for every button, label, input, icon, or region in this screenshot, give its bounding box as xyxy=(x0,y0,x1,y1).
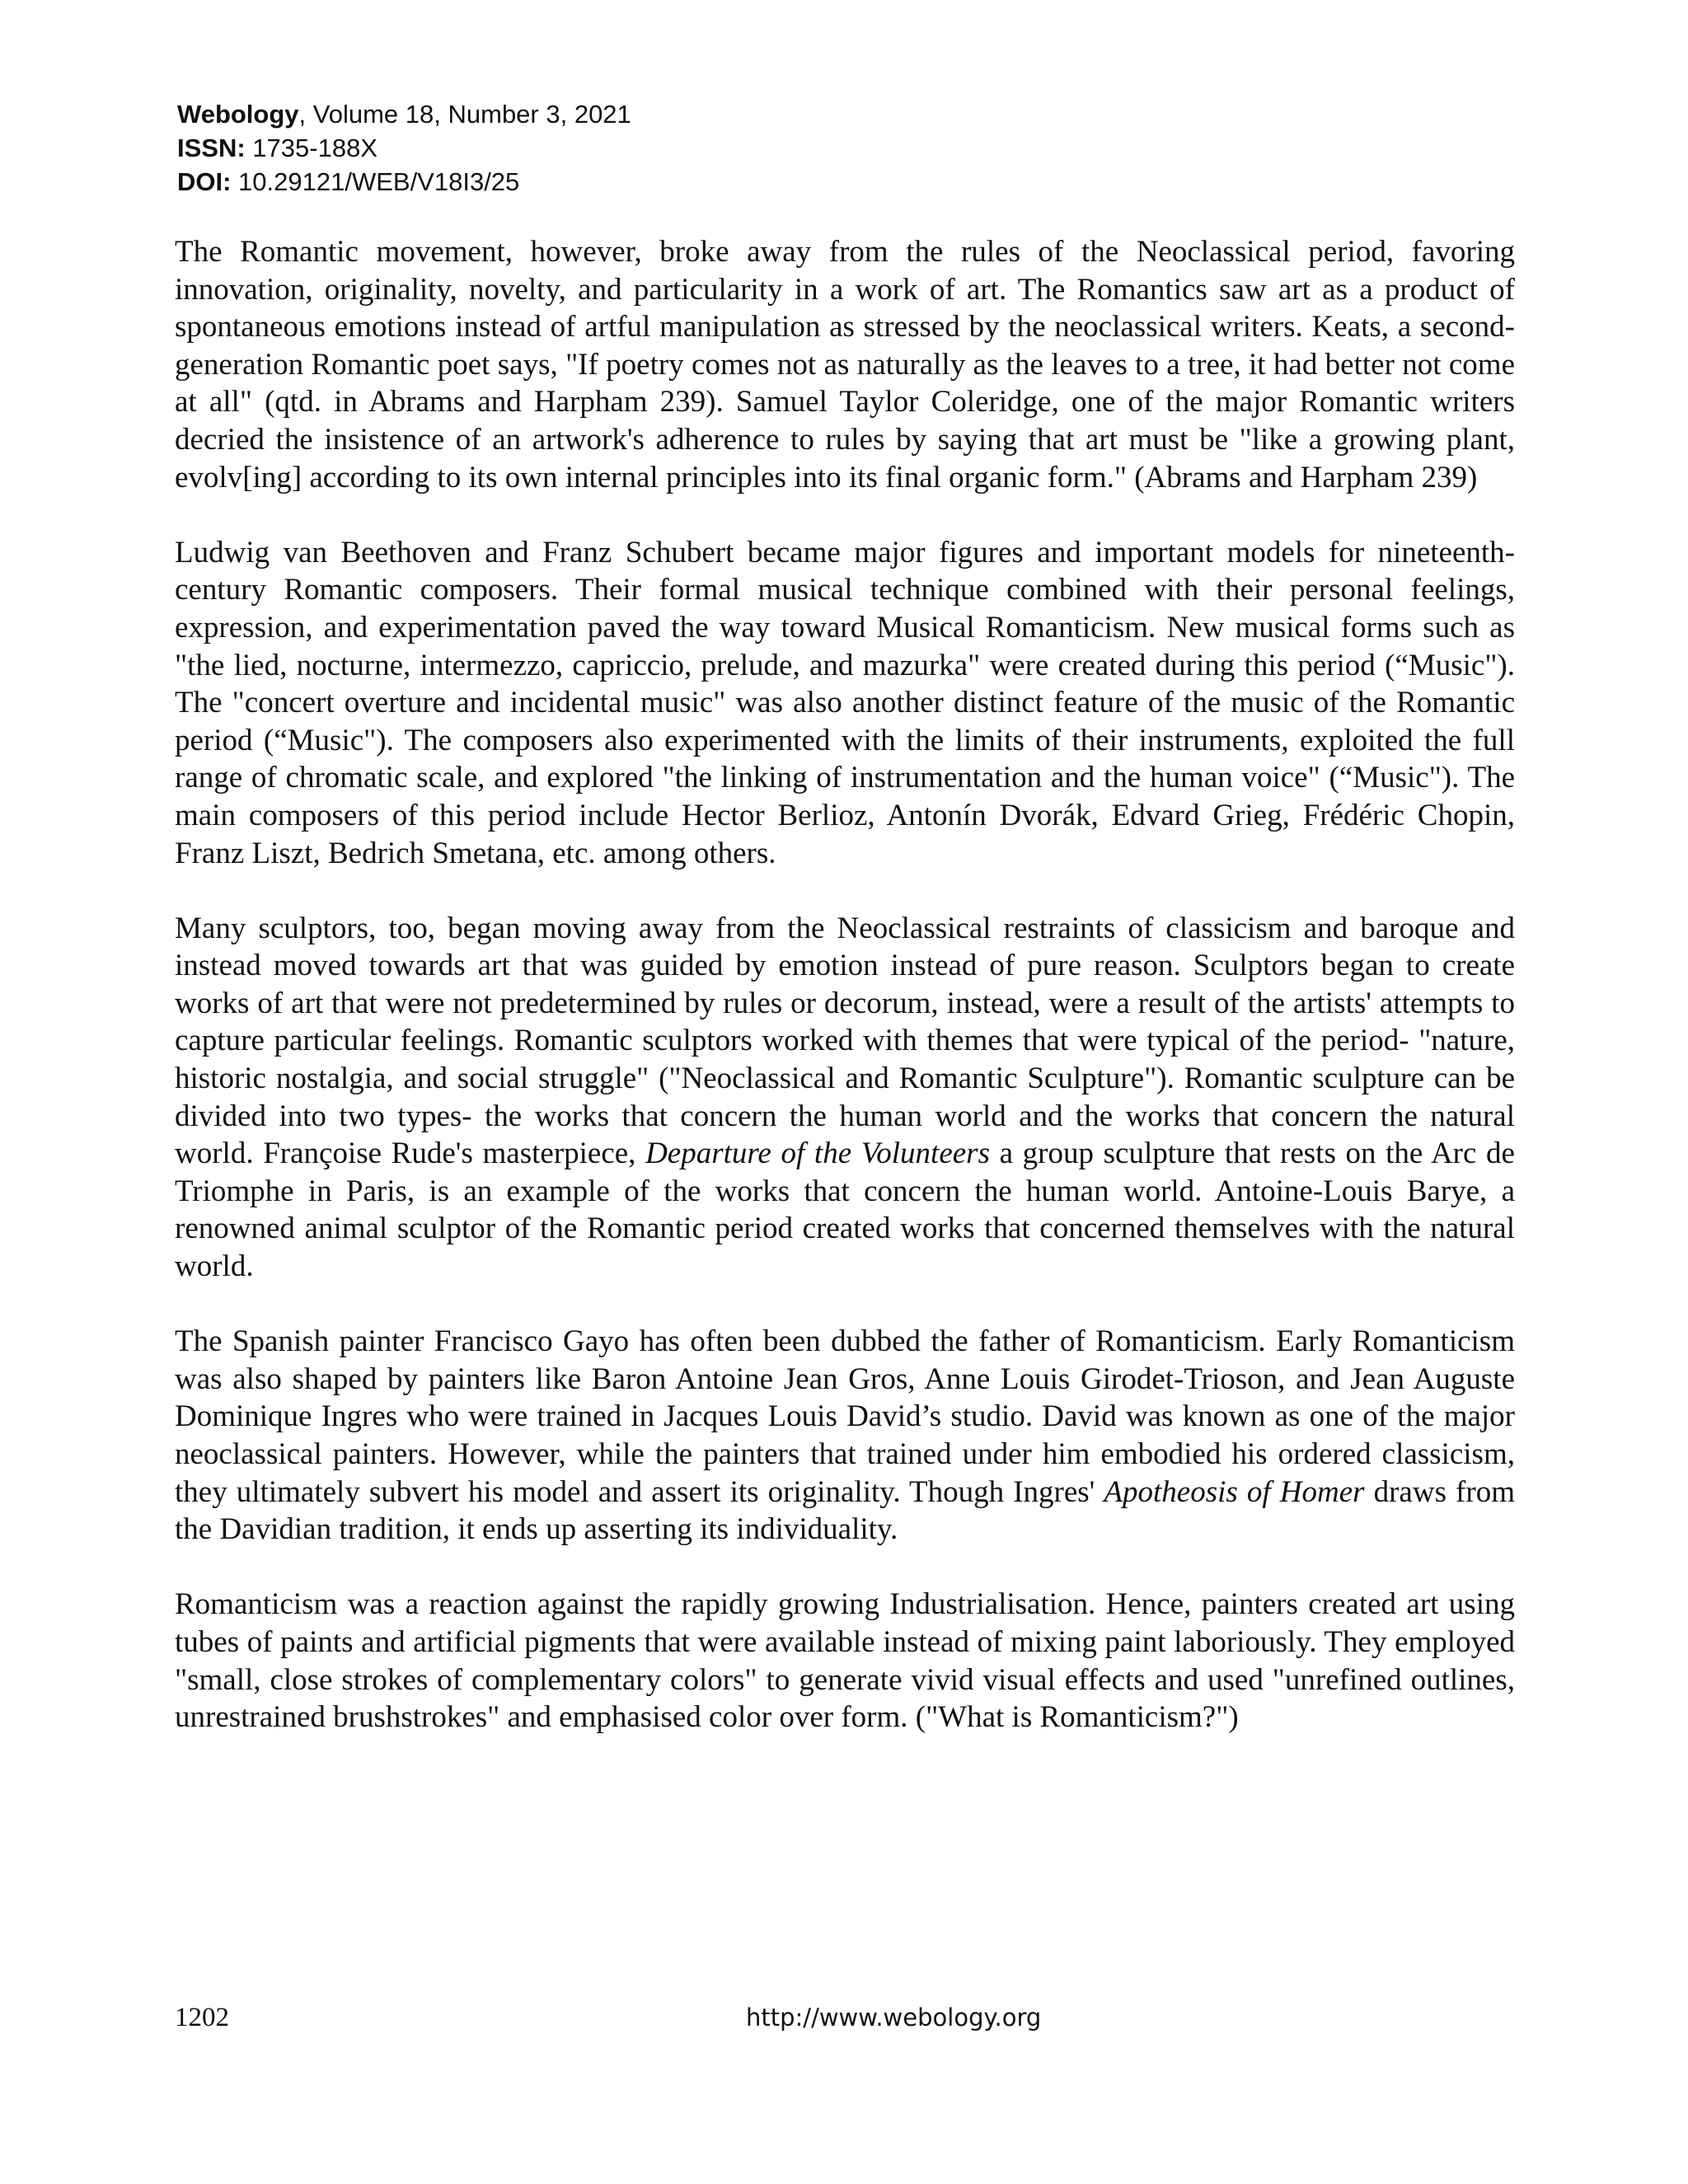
sculpture-text-end: a group sculpture that rests on the Arc de Triomphe in Paris, is an example of the works that concern the human world. Antoine-Louis Barye, a renowned animal sculptor of the Romantic period created works that concerned themselves with the natural world. xyxy=(175,1137,1515,1284)
paragraph-sculpture xyxy=(175,910,1515,1286)
issn-value: 1735-188X xyxy=(245,134,377,162)
sculpture-title-italic: Departure of the Volunteers xyxy=(645,1137,990,1171)
paragraph-romantic-movement: The Romantic movement, however, broke away from the rules of the Neoclassical period, favoring innovation, originality, novelty, and particularity in a work of art. The Romantics saw art as a product of spontaneous emotions instead of artful manipulation as stressed by the neoclassical writers. Keats, a second-generation Romantic poet says, "If poetry comes not as naturally as the leaves to a tree, it had better not come at all" (qtd. in Abrams and Harpham 239). Samuel Taylor Coleridge, one of the major Romantic writers decried the insistence of an artwork's adherence to rules by saying that art must be "like a growing plant, evolv[ing] according to its own internal principles into its final organic form." (Abrams and Harpham 239) xyxy=(175,235,1515,494)
journal-volume: , Volume 18, Number 3, 2021 xyxy=(298,100,631,129)
issn-line xyxy=(177,131,1166,165)
paragraph-music: Ludwig van Beethoven and Franz Schubert became major figures and important models for nineteenth-century Romantic composers. Their formal musical technique combined with their personal feelings, expression, and experimentation paved the way toward Musical Romanticism. New musical forms such as "the lied, nocturne, intermezzo, capriccio, prelude, and mazurka" were created during this period (“Music"). The "concert overture and incidental music" was also another distinct feature of the music of the Romantic period (“Music"). The composers also experimented with the limits of their instruments, exploited the full range of chromatic scale, and explored "the linking of instrumentation and the human voice" (“Music"). The main composers of this period include Hector Berlioz, Antonín Dvorák, Edvard Grieg, Frédéric Chopin, Franz Liszt, Bedrich Smetana, etc. among others. xyxy=(175,535,1515,870)
doi-label: DOI: xyxy=(177,167,232,196)
article-body xyxy=(175,233,1515,1736)
doi-value: 10.29121/WEB/V18I3/25 xyxy=(231,167,520,196)
doi-line xyxy=(177,165,1166,199)
painting-text-start: The Spanish painter Francisco Gayo has often been dubbed the father of Romanticism. Early Romanticism was also shaped by painters like Baron Antoine Jean Gros, Anne Louis Girodet-Trioson, and Jean Auguste Dominique Ingres who were trained in Jacques Louis David’s studio. David was known as one of the major neoclassical painters. However, while the painters that trained under him embodied his ordered classicism, they ultimately subvert his model and assert its originality. Though Ingres' xyxy=(175,1324,1515,1509)
paragraph-industrialisation: Romanticism was a reaction against the rapidly growing Industrialisation. Hence, painters created art using tubes of paints and artificial pigments that were available instead of mixing paint laboriously. They employed "small, close strokes of complementary colors" to generate vivid visual effects and used "unrefined outlines, unrestrained brushstrokes" and emphasised color over form. ("What is Romanticism?") xyxy=(175,1587,1515,1735)
footer-url: http://www.webology.org xyxy=(746,2004,1042,2032)
issn-label: ISSN: xyxy=(177,134,246,162)
page-number: 1202 xyxy=(175,2003,229,2032)
paragraph-painting xyxy=(175,1323,1515,1549)
journal-line xyxy=(177,97,1166,131)
painting-text-end: draws from the Davidian tradition, it ends up asserting its individuality. xyxy=(175,1474,1515,1547)
painting-title-italic: Apotheosis of Homer xyxy=(1104,1474,1365,1509)
sculpture-text-start: Many sculptors, too, began moving away from the Neoclassical restraints of classicism and baroque and instead moved towards art that was guided by emotion instead of pure reason. Sculptors began to create works of art that were not predetermined by rules or decorum, instead, were a result of the artists' attempts to capture particular feelings. Romantic sculptors worked with themes that were typical of the period- "nature, historic nostalgia, and social struggle" ("Neoclassical and Romantic Sculpture"). Romantic sculpture can be divided into two types- the works that concern the human world and the works that concern the natural world. Françoise Rude's masterpiece, xyxy=(175,911,1515,1171)
journal-header xyxy=(177,97,1166,199)
journal-name: Webology xyxy=(177,100,299,129)
